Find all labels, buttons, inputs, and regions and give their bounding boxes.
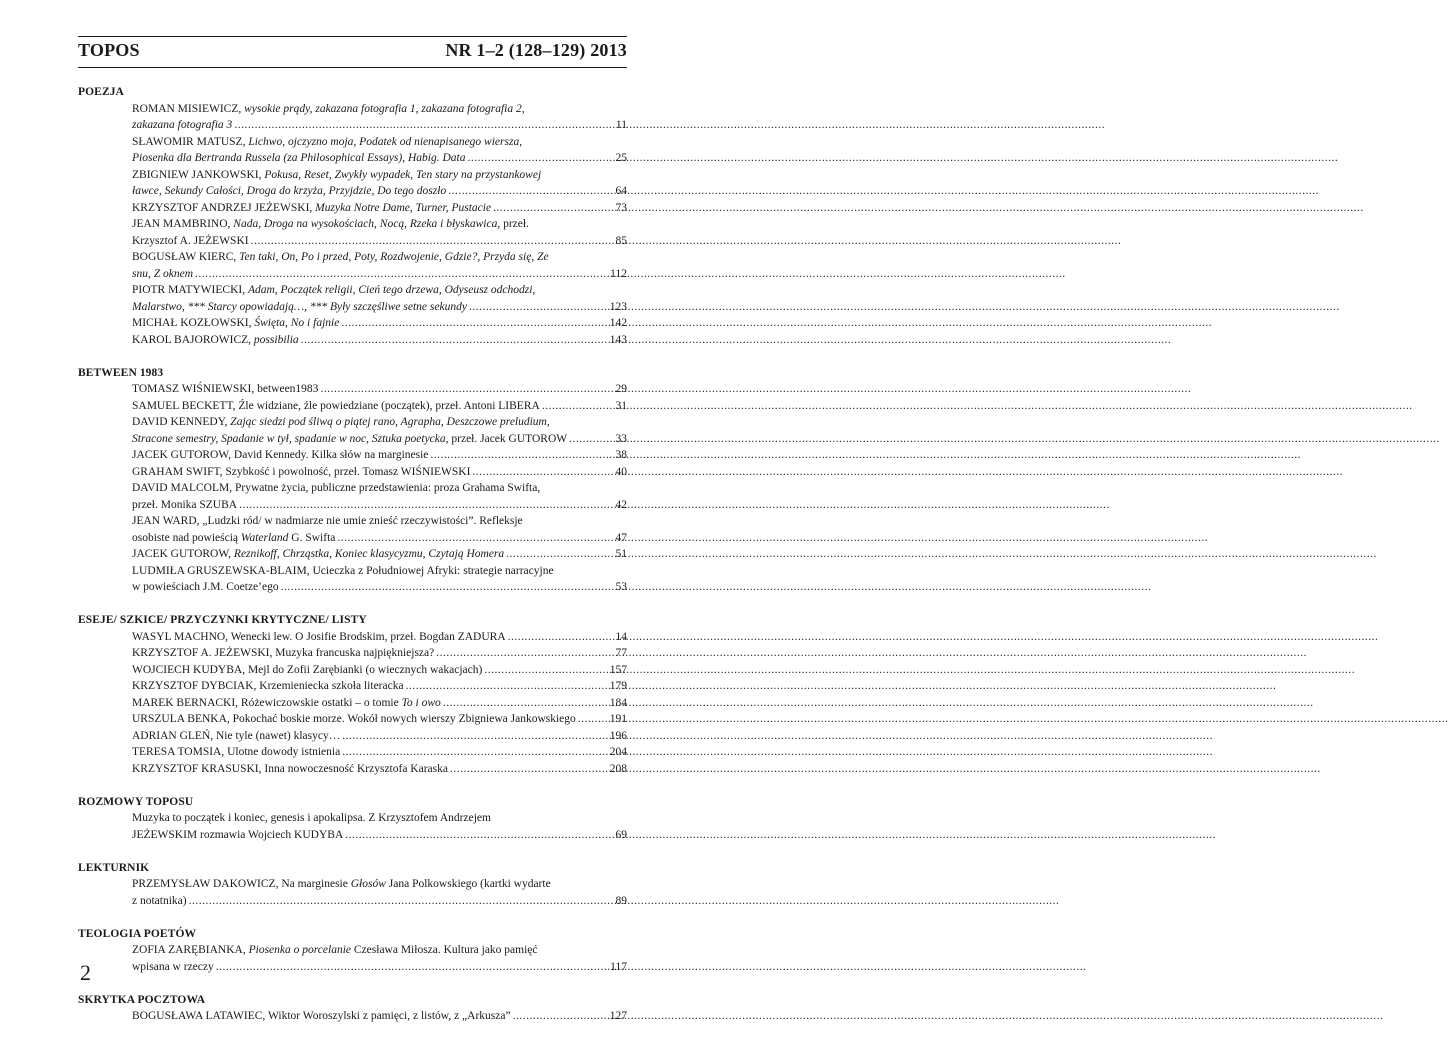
dot-leader [436,645,613,662]
toc-entry [78,629,627,646]
dot-leader [578,711,608,728]
entry-line-with-page [132,827,627,844]
entry-page-number: 191 [609,713,627,725]
entry-text: MAREK BERNACKI, Różewiczowskie ostatki – o tomie To i owo [132,696,441,709]
toc-entry [78,480,627,513]
toc-entry [78,1008,627,1025]
entry-page-number: 47 [615,531,627,544]
entry-line-with-page [132,711,627,728]
entry-line-with-page [132,744,627,761]
entry-text: KRZYSZTOF ANDRZEJ JEŻEWSKI, Muzyka Notre Dame, Turner, Pustacie [132,201,492,214]
section-title: ESEJE/ SZKICE/ PRZYCZYNKI KRYTYCZNE/ LISTY [78,614,367,626]
entry-line-with-page [132,117,627,134]
entry-page-number: 179 [609,680,627,692]
entry-line-with-page [132,233,627,250]
toc-entry [78,101,627,134]
dot-leader [195,266,608,283]
entry-text: KRZYSZTOF KRASUSKI, Inna nowoczesność Krzysztofa Karaska [132,762,448,775]
dot-leader [345,827,613,844]
entry-line-with-page [132,959,627,976]
entry-page-number: 73 [615,201,627,214]
entry-text: TOMASZ WIŚNIEWSKI, between1983 [132,383,319,395]
toc-entry [78,200,627,217]
entry-line-with-page [132,629,627,646]
toc-entry [78,546,627,563]
entry-page-number: 157 [609,663,627,676]
entry-text: MICHAŁ KOZŁOWSKI, Święta, No i fajnie [132,317,340,329]
entry-text: wpisana w rzeczy [132,960,214,973]
section-title: ROZMOWY TOPOSU [78,795,194,808]
entry-line-with-page [132,728,627,745]
toc-entry [78,761,627,778]
dot-leader [189,893,614,910]
toc-section [78,612,627,777]
dot-leader [443,695,608,712]
entry-line-with-page [132,315,627,332]
toc-entry [78,381,627,398]
entry-line-with-page [132,695,627,712]
entry-page-number: 33 [615,432,627,445]
entry-text: Stracone semestry, Spadanie w tył, spadanie w noc, Sztuka poetycka, przeł. Jacek GUTOROW [132,432,568,445]
entry-line-with-page [132,447,627,464]
entry-page-number: 53 [615,581,627,593]
entry-line-with-page [132,183,627,200]
dot-leader [216,959,608,976]
toc-entry [78,315,627,332]
entry-line: DAVID KENNEDY, Zając siedzi pod śliwą o piątej rano, Agrapha, Deszczowe preludium, [132,416,550,428]
entry-page-number: 117 [610,960,627,973]
dot-leader [472,464,613,481]
header-bottom-rule [78,67,627,68]
toc-entry [78,414,627,447]
entry-text: WASYL MACHNO, Wenecki lew. O Josifie Brodskim, przeł. Bogdan ZADURA [132,630,506,643]
toc-entry [78,876,627,909]
entry-line: BOGUSŁAW KIERC, Ten taki, On, Po i przed, Poty, Rozdwojenie, Gdzie?, Przyda się, Ze [132,251,549,263]
entry-text: snu, Z oknem [132,267,194,280]
entry-text: URSZULA BENKA, Pokochać boskie morze. Wokół nowych wierszy Zbigniewa Jankowskiego [132,713,576,725]
dot-leader [406,678,608,695]
dot-leader [239,497,613,514]
header-top-rule [78,36,627,37]
toc-section [78,860,627,910]
entry-page-number: 208 [609,762,627,775]
entry-line: ZOFIA ZARĘBIANKA, Piosenka o porcelanie Czesława Miłosza. Kultura jako pamięć [132,944,538,956]
entry-line-with-page [132,530,627,547]
toc-entry [78,216,627,249]
entry-text: KRZYSZTOF A. JEŻEWSKI, Muzyka francuska najpiękniejsza? [132,647,435,659]
toc-entry [78,464,627,481]
entry-line: Muzyka to początek i koniec, genesis i apokalipsa. Z Krzysztofem Andrzejem [132,812,491,824]
issue-number: NR 1–2 (128–129) 2013 [445,40,627,60]
entry-text: ADRIAN GLEŃ, Nie tyle (nawet) klasycy… [132,729,341,742]
entry-text: JACEK GUTOROW, David Kennedy. Kilka słów na marginesie [132,449,429,461]
entry-line: PRZEMYSŁAW DAKOWICZ, Na marginesie Głosów Jana Polkowskiego (kartki wydarte [132,878,551,890]
toc-section [78,992,627,1025]
dot-leader [508,629,614,646]
section-title: LEKTURNIK [78,861,150,874]
entry-page-number: 77 [615,647,627,659]
entry-text: Malarstwo, *** Starcy opowiadają…, *** Były szczęśliwe setne sekundy [132,300,467,313]
entry-line-with-page [132,546,627,563]
entry-text: JEŻEWSKIM rozmawia Wojciech KUDYBA [132,828,344,841]
dot-leader [469,299,608,316]
entry-page-number: 42 [615,498,627,511]
entry-page-number: 51 [615,548,627,560]
section-title: TEOLOGIA POETÓW [78,927,197,940]
entry-page-number: 112 [610,267,627,280]
dot-leader [234,117,614,134]
dot-leader [301,332,608,349]
entry-text: Krzysztof A. JEŻEWSKI [132,234,249,247]
dot-leader [320,381,613,398]
entry-text: przeł. Monika SZUBA [132,498,238,511]
entry-line: JEAN WARD, „Ludzki ród/ w nadmiarze nie umie znieść rzeczywistości”. Refleksje [132,515,523,527]
dot-leader [251,233,614,250]
entry-text: SAMUEL BECKETT, Źle widziane, źle powiedziane (początek), przeł. Antoni LIBERA [132,399,540,412]
entry-line-with-page [132,579,627,596]
toc-entry [78,249,627,282]
dot-leader [493,200,613,217]
toc-entry [78,563,627,596]
entry-text: JACEK GUTOROW, Reznikoff, Chrząstka, Koniec klasycyzmu, Czytają Homera [132,548,505,560]
entry-line: SŁAWOMIR MATUSZ, Lichwo, ojczyzno moja, Podatek od nienapisanego wiersza, [132,135,523,148]
entry-line: JEAN MAMBRINO, Nada, Droga na wysokościach, Nocą, Rzeka i błyskawica, przeł. [132,218,529,230]
entry-text: zakazana fotografia 3 [132,119,233,131]
dot-leader [484,662,607,679]
dot-leader [341,315,607,332]
entry-page-number: 196 [609,729,627,742]
entry-line-with-page [132,266,627,283]
entry-page-number: 25 [615,152,627,164]
toc-entry [78,744,627,761]
toc-entry [78,678,627,695]
toc-entry [78,695,627,712]
toc-section [78,84,627,348]
toc-entry [78,167,627,200]
running-header [78,40,627,61]
entry-page-number: 89 [615,894,627,907]
entry-line-with-page [132,761,627,778]
section-title: BETWEEN 1983 [78,366,164,379]
entry-line: PIOTR MATYWIECKI, Adam, Początek religii, Cień tego drzewa, Odyseusz odchodzi, [132,284,536,296]
dot-leader [513,1008,608,1025]
dot-leader [337,530,613,547]
entry-page-number: 204 [609,746,627,758]
entry-line-with-page [132,398,627,415]
toc-entry [78,645,627,662]
entry-text: z notatnika) [132,894,187,907]
dot-leader [542,398,614,415]
entry-line-with-page [132,497,627,514]
entry-page-number: 40 [615,465,627,478]
dot-leader [342,744,608,761]
entry-line-with-page [132,150,627,167]
entry-line-with-page [132,200,627,217]
entry-page-number: 14 [615,630,627,643]
entry-line: ROMAN MISIEWICZ, wysokie prądy, zakazana fotografia 1, zakazana fotografia 2, [132,102,525,115]
entry-page-number: 127 [609,1010,627,1022]
entry-text: KAROL BAJOROWICZ, possibilia [132,333,299,346]
entry-line-with-page [132,1008,627,1025]
toc-section [78,365,627,596]
entry-page-number: 38 [615,449,627,461]
entry-text: Piosenka dla Bertranda Russela (za Philosophical Essays), Habig. Data [132,152,466,164]
entry-line-with-page [132,662,627,679]
entry-line-with-page [132,645,627,662]
toc-section [78,926,627,976]
entry-line-with-page [132,464,627,481]
entry-line-with-page [132,678,627,695]
section-title: SKRYTKA POCZTOWA [78,993,206,1006]
entry-line-with-page [132,332,627,349]
section-title: POEZJA [78,86,124,98]
dot-leader [342,728,608,745]
entry-page-number: 123 [609,300,627,313]
entry-text: BOGUSŁAWA LATAWIEC, Wiktor Woroszylski z pamięci, z listów, z „Arkusza” [132,1010,511,1022]
entry-text: WOJCIECH KUDYBA, Mejl do Zofii Zarębianki (o wiecznych wakacjach) [132,663,483,676]
entry-text: GRAHAM SWIFT, Szybkość i powolność, przeł. Tomasz WIŚNIEWSKI [132,465,471,478]
entry-line-with-page [132,381,627,398]
dot-leader [281,579,614,596]
dot-leader [467,150,613,167]
entry-line-with-page [132,299,627,316]
dot-leader [569,431,613,448]
entry-text: KRZYSZTOF DYBCIAK, Krzemieniecka szkoła literacka [132,680,404,692]
table-of-contents [78,84,627,1041]
entry-page-number: 29 [615,383,627,395]
dot-leader [448,183,613,200]
dot-leader [450,761,608,778]
entry-page-number: 142 [609,317,627,329]
toc-entry [78,282,627,315]
toc-entry [78,711,627,728]
toc-entry [78,332,627,349]
entry-line: ZBIGNIEW JANKOWSKI, Pokusa, Reset, Zwykły wypadek, Ten stary na przystankowej [132,168,542,181]
toc-entry [78,942,627,975]
entry-line: LUDMIŁA GRUSZEWSKA-BLAIM, Ucieczka z Południowej Afryki: strategie narracyjne [132,564,554,577]
entry-page-number: 69 [615,828,627,841]
dot-leader [430,447,613,464]
dot-leader [506,546,613,563]
toc-entry [78,447,627,464]
entry-page-number: 143 [609,333,627,346]
toc-section [78,794,627,844]
entry-line-with-page [132,431,627,448]
toc-entry [78,662,627,679]
entry-text: osobiste nad powieścią Waterland G. Swifta [132,531,336,544]
entry-page-number: 31 [615,399,627,412]
entry-text: TERESA TOMSIA, Ulotne dowody istnienia [132,746,341,758]
toc-entry [78,728,627,745]
journal-title: TOPOS [78,40,140,60]
toc-entry [78,810,627,843]
toc-entry [78,513,627,546]
entry-line: DAVID MALCOLM, Prywatne życia, publiczne przedstawienia: proza Grahama Swifta, [132,482,541,494]
entry-page-number: 64 [615,185,627,197]
entry-page-number: 11 [615,119,627,131]
entry-line-with-page [132,893,627,910]
toc-entry [78,134,627,167]
entry-text: w powieściach J.M. Coetze’ego [132,581,279,593]
page-number: 2 [80,960,91,985]
entry-text: ławce, Sekundy Całości, Droga do krzyża, Przyjdzie, Do tego doszło [132,185,447,197]
toc-entry [78,398,627,415]
entry-page-number: 184 [609,696,627,709]
entry-page-number: 85 [615,234,627,247]
